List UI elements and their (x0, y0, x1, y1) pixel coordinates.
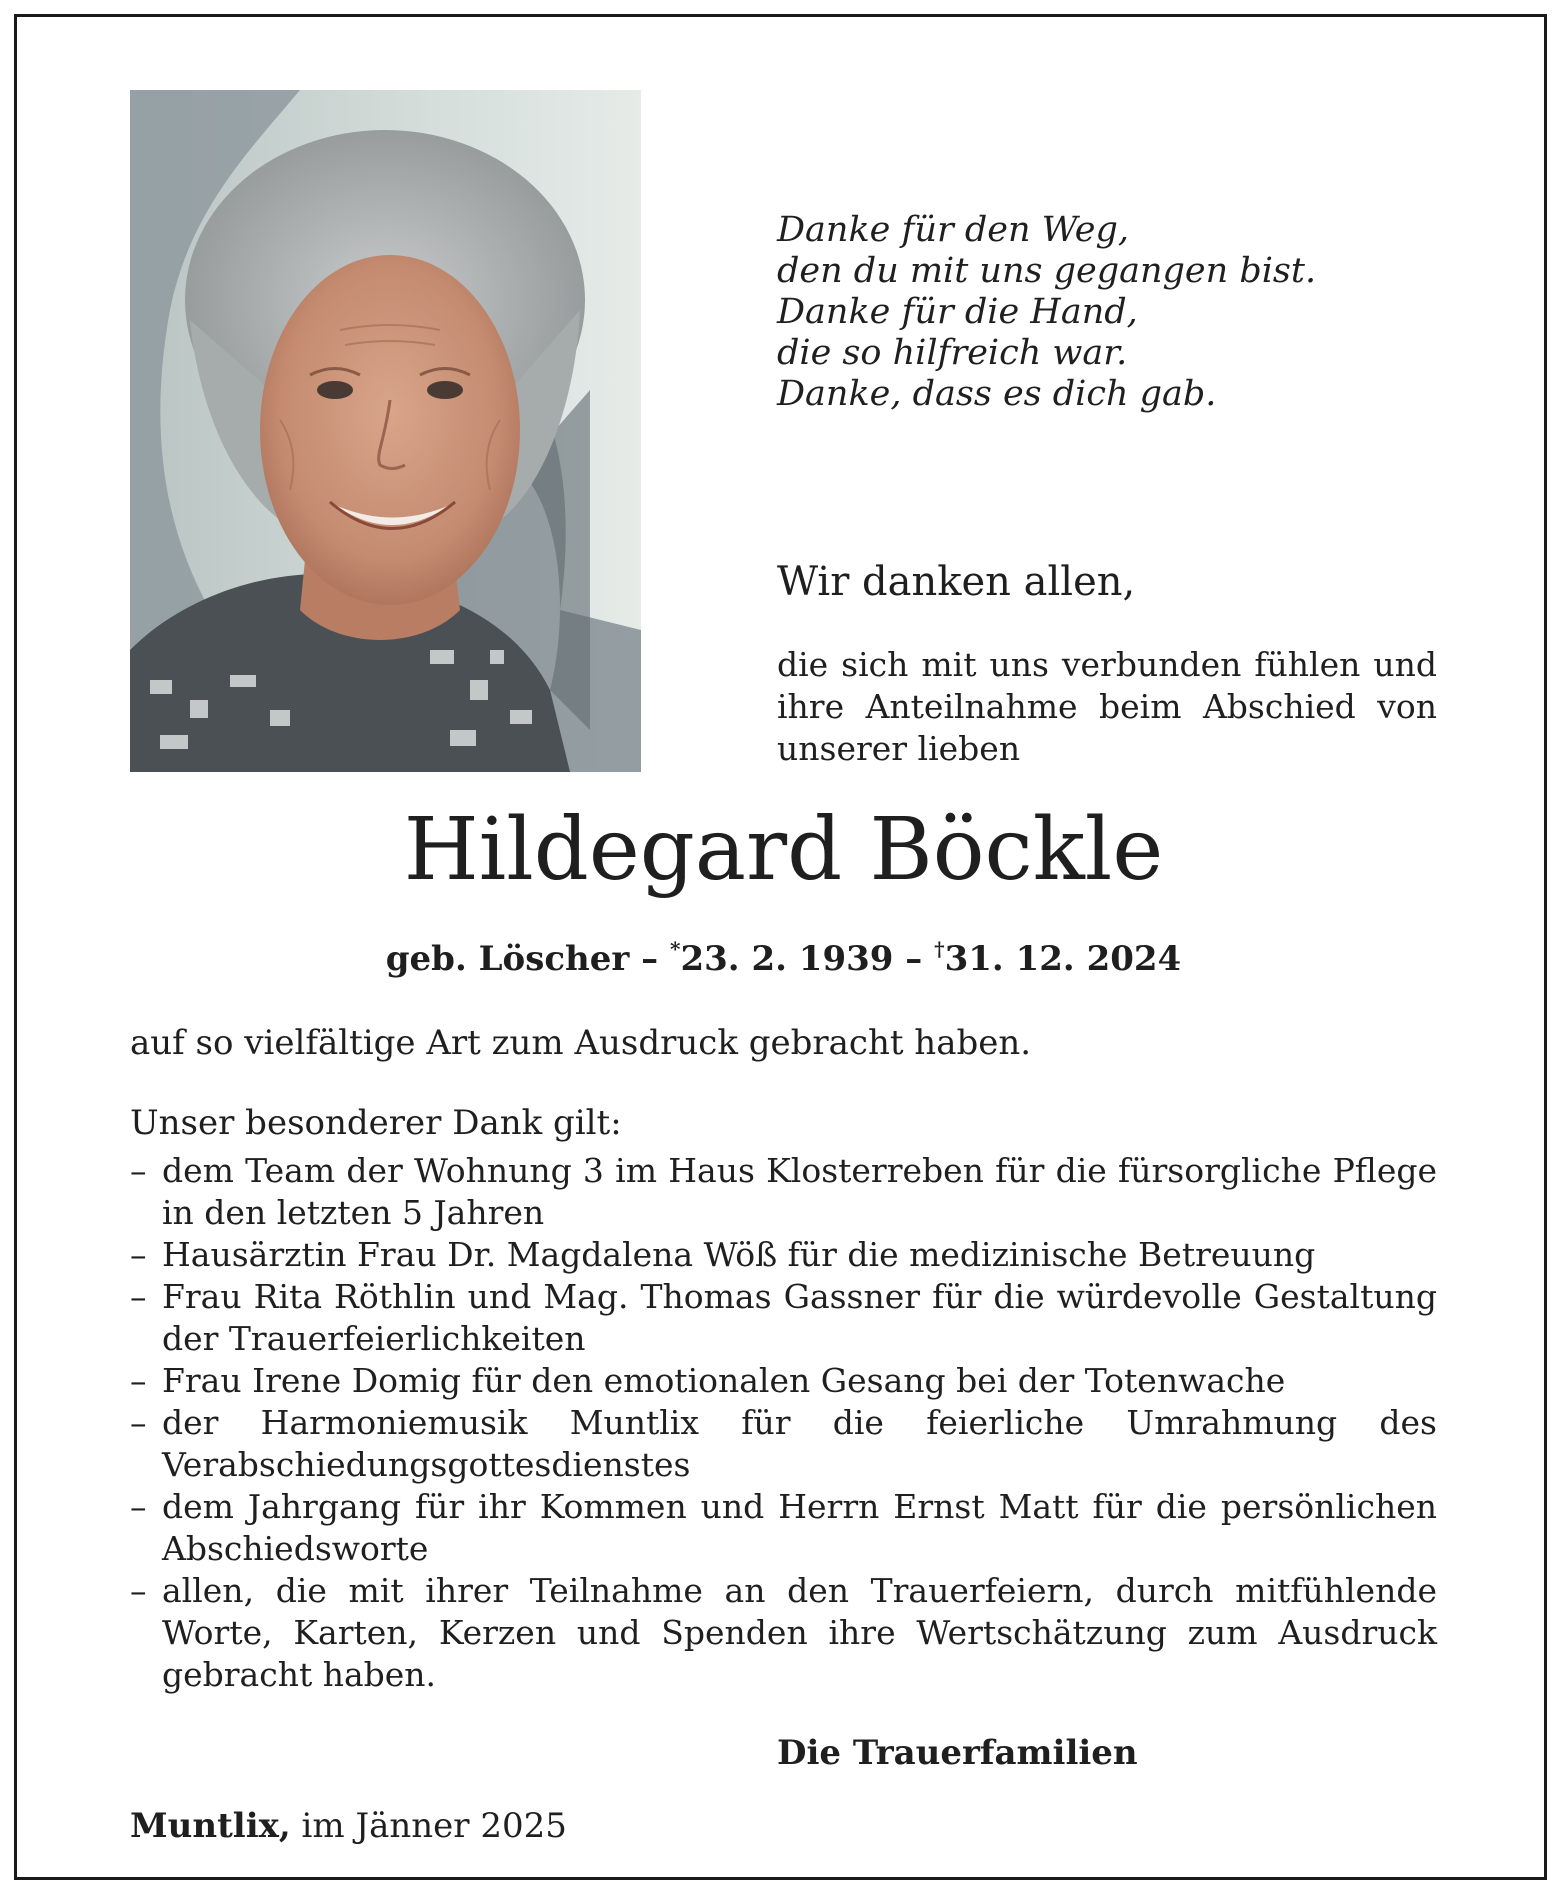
bullet-dash: – (130, 1235, 147, 1274)
expression-line: auf so vielfältige Art zum Ausdruck gebracht haben. (130, 1023, 1032, 1063)
list-item-text: dem Team der Wohnung 3 im Haus Klosterreben für die fürsorgliche Pflege in den letzten 5 Jahren (162, 1151, 1437, 1232)
list-item (130, 1360, 1437, 1402)
list-item (130, 1570, 1437, 1696)
signature: Die Trauerfamilien (777, 1733, 1138, 1773)
poem-line: den du mit uns gegangen bist. (777, 251, 1317, 291)
life-dates (0, 937, 1567, 979)
list-item-text: dem Jahrgang für ihr Kommen und Herrn Ernst Matt für die persönlichen Abschiedsworte (162, 1487, 1437, 1568)
separator: – (905, 939, 923, 979)
special-thanks-heading: Unser besonderer Dank gilt: (130, 1103, 622, 1143)
poem-line: Danke für die Hand, (777, 292, 1138, 332)
list-item-text: allen, die mit ihrer Teilnahme an den Trauerfeiern, durch mitfühlende Worte, Karten, Kerzen und Spenden ihre Wertschätzung zum Ausdruck gebracht haben. (162, 1571, 1437, 1694)
place-date (130, 1806, 567, 1846)
place: Muntlix, (130, 1806, 291, 1846)
list-item-text: Frau Rita Röthlin und Mag. Thomas Gassner für die würdevolle Gestaltung der Trauerfeierlichkeiten (162, 1277, 1437, 1358)
poem-line: die so hilfreich war. (777, 333, 1128, 373)
bullet-dash: – (130, 1403, 147, 1442)
list-item-text: Frau Irene Domig für den emotionalen Gesang bei der Totenwache (162, 1361, 1286, 1400)
deceased-name: Hildegard Böckle (403, 800, 1164, 900)
death-date: 31. 12. 2024 (944, 939, 1182, 979)
poem-line: Danke, dass es dich gab. (777, 374, 1217, 414)
separator: – (641, 939, 659, 979)
bullet-dash: – (130, 1277, 147, 1316)
list-item (130, 1150, 1437, 1234)
thanks-heading: Wir danken allen, (777, 559, 1136, 605)
bullet-dash: – (130, 1571, 147, 1610)
list-item (130, 1486, 1437, 1570)
birth-symbol: * (670, 937, 681, 961)
birth-date: 23. 2. 1939 (680, 939, 894, 979)
list-item-text: Hausärztin Frau Dr. Magdalena Wöß für die medizinische Betreuung (162, 1235, 1316, 1274)
list-item (130, 1276, 1437, 1360)
list-item-text: der Harmoniemusik Muntlix für die feierliche Umrahmung des Verabschiedungsgottesdienstes (162, 1403, 1437, 1484)
portrait-photo (130, 90, 641, 772)
poem (777, 210, 1477, 415)
born-name: geb. Löscher (385, 939, 630, 979)
bullet-dash: – (130, 1361, 147, 1400)
special-thanks-list (130, 1150, 1437, 1696)
intro-line: die sich mit uns verbunden fühlen und (777, 645, 1437, 684)
intro-line: ihre Anteilnahme beim Abschied von (777, 687, 1437, 726)
list-item (130, 1402, 1437, 1486)
bullet-dash: – (130, 1487, 147, 1526)
date: im Jänner 2025 (301, 1806, 567, 1846)
intro-line: unserer lieben (777, 729, 1021, 768)
list-item (130, 1234, 1437, 1276)
poem-line: Danke für den Weg, (777, 210, 1130, 250)
bullet-dash: – (130, 1151, 147, 1190)
death-symbol: † (934, 937, 945, 961)
intro-text (777, 644, 1437, 770)
